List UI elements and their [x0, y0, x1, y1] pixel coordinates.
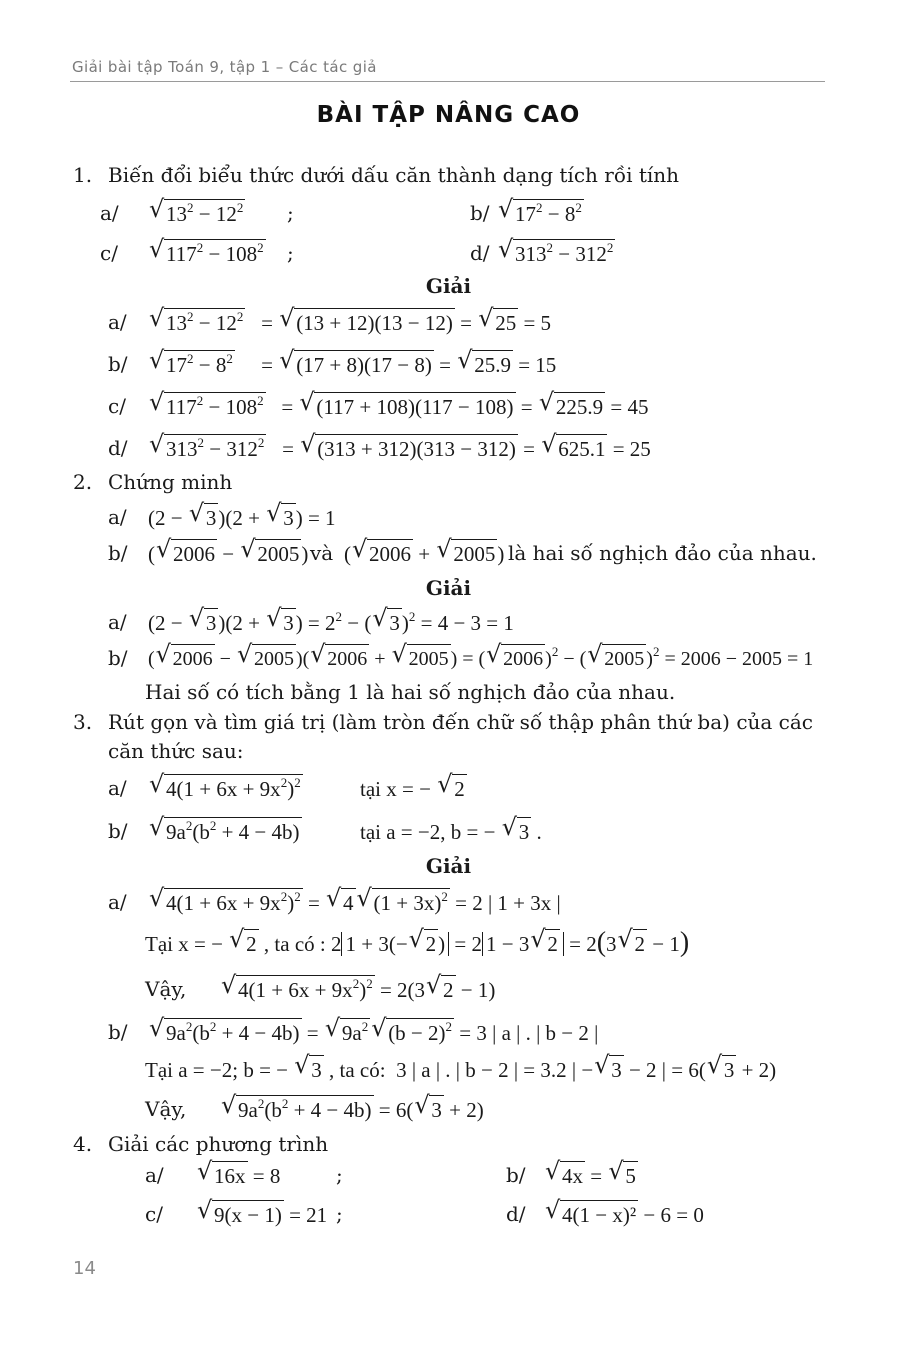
p2-a-label: a/ [108, 505, 127, 529]
p4-item-c-expr: √ 9(x − 1) = 21 [196, 1200, 327, 1228]
running-header: Giải bài tập Toán 9, tập 1 – Các tác giả [72, 58, 377, 76]
p4-item-b-label: b/ [506, 1163, 526, 1187]
p3-sol-a-vay-label: Vậy, [145, 977, 187, 1001]
p2-b-expr2: (√ 2006 + √ 2005) [344, 539, 504, 567]
problem-3-statement-1: Rút gọn và tìm giá trị (làm tròn đến chữ số thập phân thứ ba) của các [108, 710, 814, 734]
problem-3-statement-2: căn thức sau: [108, 739, 244, 763]
p1-sol-b-label: b/ [108, 352, 128, 376]
p3-sol-b-label: b/ [108, 1020, 128, 1044]
p1-sol-a-label: a/ [108, 310, 127, 334]
p3-sol-a-vay-expr: √ $4(1 + 6x + 9x^2)^2 = 2(3√$ 2 − 1) [220, 975, 495, 1003]
p3-a-cond: tại x = − √ 2 [360, 774, 467, 802]
p4-item-c-label: c/ [145, 1202, 163, 1226]
p4-item-c-sep: ; [336, 1202, 343, 1226]
p3-sol-a-at-x: Tại x = − √ 2 , ta có : 2 1 + 3(−√ 2) = 2 1 − 3√ 2 = 2(3√ 2 − 1) [145, 929, 689, 957]
problem-2-statement: Chứng minh [108, 470, 233, 494]
p3-b-label: b/ [108, 819, 128, 843]
problem-2-number: 2. [73, 470, 93, 494]
page-number: 14 [73, 1258, 96, 1279]
p2-b-expr: (√ 2006 − √ 2005) [148, 539, 308, 567]
p1-sol-a-expr: √ $13^2 - 12^2$ = √ (13 + 12)(13 − 12) = √ 25 = 5 [148, 308, 551, 336]
p1-item-c-expr: √ $117^2 - 108^2$ [148, 239, 266, 267]
p1-item-c-sep: ; [287, 241, 294, 265]
p4-item-b-expr: √ 4x = √ 5 [544, 1161, 638, 1189]
p1-sol-c-expr: √ $117^2 - 108^2$ = √ (117 + 108)(117 − 108) = √ 225.9 = 45 [148, 392, 648, 420]
p1-sol-b-expr: √ $17^2 - 8^2$ = √ (17 + 8)(17 − 8) = √ 25.9 = 15 [148, 350, 556, 378]
p3-sol-a-label: a/ [108, 890, 127, 914]
solution-heading-1: Giải [425, 274, 472, 298]
problem-4-statement: Giải các phương trình [108, 1132, 329, 1156]
p2-a-expr: (2 − √ 3)(2 + √ 3) = 1 [148, 503, 336, 531]
problem-4-number: 4. [73, 1132, 93, 1156]
p4-item-a-expr: √ 16x = 8 [196, 1161, 280, 1189]
p2-sol-b-label: b/ [108, 646, 128, 670]
p4-item-a-label: a/ [145, 1163, 164, 1187]
p2-sol-a-label: a/ [108, 610, 127, 634]
p1-item-b-label: b/ [470, 201, 490, 225]
p1-sol-c-label: c/ [108, 394, 126, 418]
p3-a-expr: √ $4(1 + 6x + 9x^2)^2$ [148, 774, 303, 802]
problem-3-number: 3. [73, 710, 93, 734]
p1-item-b-expr: √ $17^2 - 8^2$ [497, 199, 584, 227]
p3-b-cond: tại a = −2, b = − √ 3 . [360, 817, 542, 845]
p4-item-d-expr: √ 4(1 − x)² − 6 = 0 [544, 1200, 704, 1228]
page-title: BÀI TẬP NÂNG CAO [316, 102, 581, 128]
header-rule [70, 81, 825, 82]
p4-item-a-sep: ; [336, 1163, 343, 1187]
p2-b-label: b/ [108, 541, 128, 565]
p3-sol-a-expr: √ $4(1 + 6x + 9x^2)^2$ = √ 4√ $(1 + 3x)^2 = 2$ | 1 + 3x | [148, 888, 561, 916]
p1-item-c-label: c/ [100, 241, 118, 265]
p3-b-expr: √ $9a^2(b^2 + 4 - 4b)$ [148, 817, 302, 845]
p1-sol-d-label: d/ [108, 436, 128, 460]
p3-sol-b-vay-label: Vậy, [145, 1097, 187, 1121]
p3-sol-b-vay-expr: √ $9a^2(b^2 + 4 - 4b) = 6(√$ 3 + 2) [220, 1095, 484, 1123]
problem-1-statement: Biến đổi biểu thức dưới dấu căn thành dạng tích rồi tính [108, 163, 680, 187]
p1-item-a-label: a/ [100, 201, 119, 225]
p3-a-label: a/ [108, 776, 127, 800]
solution-heading-3: Giải [425, 854, 472, 878]
p2-sol-a-expr: (2 − √ 3)(2 + √ $3) = 2^2$ − (√ 3)$^2$ = 4 − 3 = 1 [148, 608, 514, 636]
p2-sol-b-expr: (√ 2006 − √ 2005 )(√ 2006 + √ 2005 ) = (√ 2006 )$^2$ − (√ 2005 )$^2$ = 2006 − 2005 = 1 [148, 644, 813, 672]
p3-sol-b-expr: √ $9a^2(b^2 + 4 - 4b)$ = √ $9a^2√$ $(b - 2)^2 = 3$ | a | . | b − 2 | [148, 1018, 598, 1046]
p1-item-d-label: d/ [470, 241, 490, 265]
problem-1-number: 1. [73, 163, 93, 187]
p2-b-and: và [310, 541, 334, 565]
p2-conclusion: Hai số có tích bằng 1 là hai số nghịch đảo của nhau. [145, 680, 676, 704]
p1-item-a-sep: ; [287, 201, 294, 225]
p1-sol-d-expr: √ $313^2 - 312^2$ = √ (313 + 312)(313 − 312) = √ 625.1 = 25 [148, 434, 651, 462]
p3-sol-b-at: Tại a = −2; b = − √ 3 , ta có: 3 | a | . | b − 2 | = 3.2 | −√ 3 − 2 | = 6(√ 3 + 2) [145, 1055, 776, 1083]
p4-item-d-label: d/ [506, 1202, 526, 1226]
p1-item-a-expr: √ $13^2 - 12^2$ [148, 199, 245, 227]
p1-item-d-expr: √ $313^2 - 312^2$ [497, 239, 615, 267]
solution-heading-2: Giải [425, 576, 472, 600]
p2-b-tail: là hai số nghịch đảo của nhau. [508, 541, 817, 565]
